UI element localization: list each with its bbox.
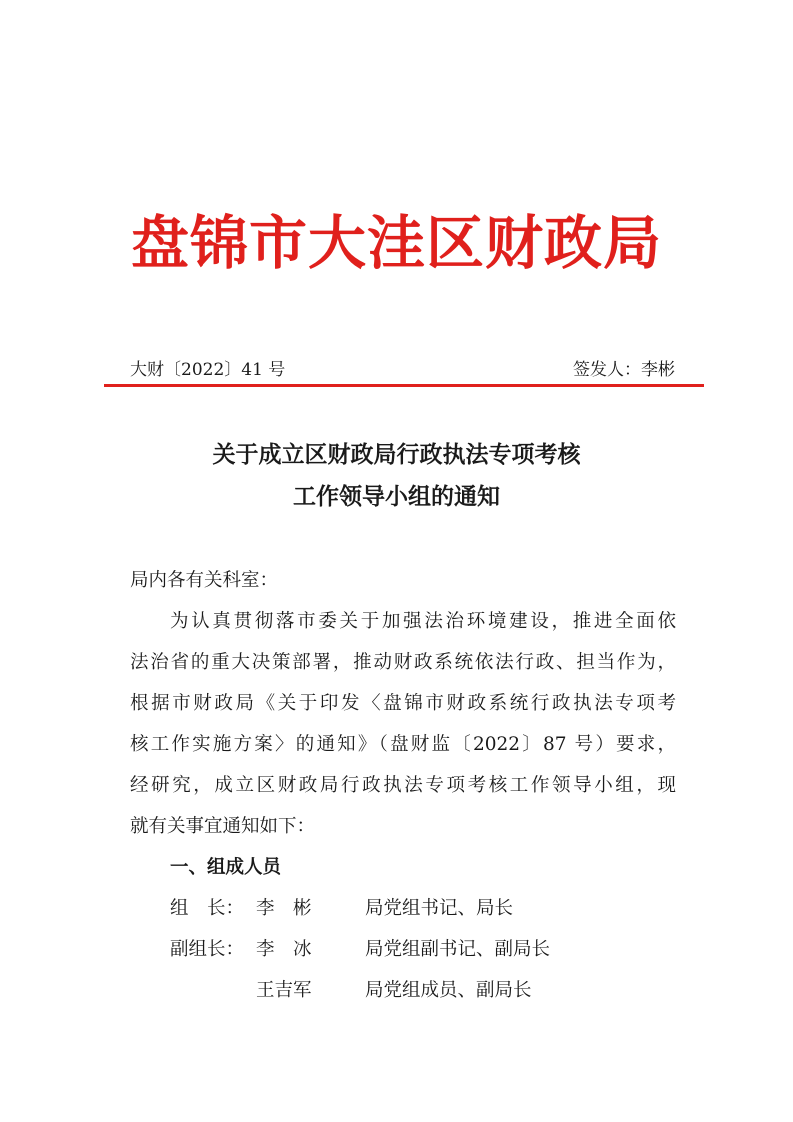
paragraph-line: 经研究，成立区财政局行政执法专项考核工作领导小组，现 <box>130 775 676 796</box>
member-name: 王吉军 <box>256 980 312 1001</box>
member-title: 局党组副书记、副局长 <box>365 939 551 960</box>
member-name: 李 彬 <box>256 898 312 919</box>
notice-title-line-2: 工作领导小组的通知 <box>293 483 500 510</box>
document-number: 大财〔2022〕41 号 <box>130 360 286 380</box>
paragraph-line: 法治省的重大决策部署，推动财政系统依法行政、担当作为， <box>130 652 676 673</box>
section-heading: 一、组成人员 <box>170 857 282 878</box>
member-name: 李 冰 <box>256 939 312 960</box>
paragraph-line: 核工作实施方案〉的通知》（盘财监〔2022〕87 号）要求， <box>130 734 676 755</box>
notice-title-line-1: 关于成立区财政局行政执法专项考核 <box>212 441 581 468</box>
paragraph-line: 就有关事宜通知如下： <box>130 816 316 837</box>
member-role: 组 长： <box>170 898 245 919</box>
member-title: 局党组成员、副局长 <box>365 980 532 1001</box>
signer: 签发人：李彬 <box>573 360 675 380</box>
addressee: 局内各有关科室： <box>130 570 279 591</box>
red-divider-line <box>104 384 704 387</box>
member-title: 局党组书记、局长 <box>365 898 514 919</box>
member-role: 副组长： <box>170 939 245 960</box>
paragraph-line: 根据市财政局《关于印发〈盘锦市财政系统行政执法专项考 <box>130 693 676 714</box>
issuing-authority-title: 盘锦市大洼区财政局 <box>130 209 662 277</box>
paragraph-line: 为认真贯彻落市委关于加强法治环境建设，推进全面依 <box>170 611 676 632</box>
